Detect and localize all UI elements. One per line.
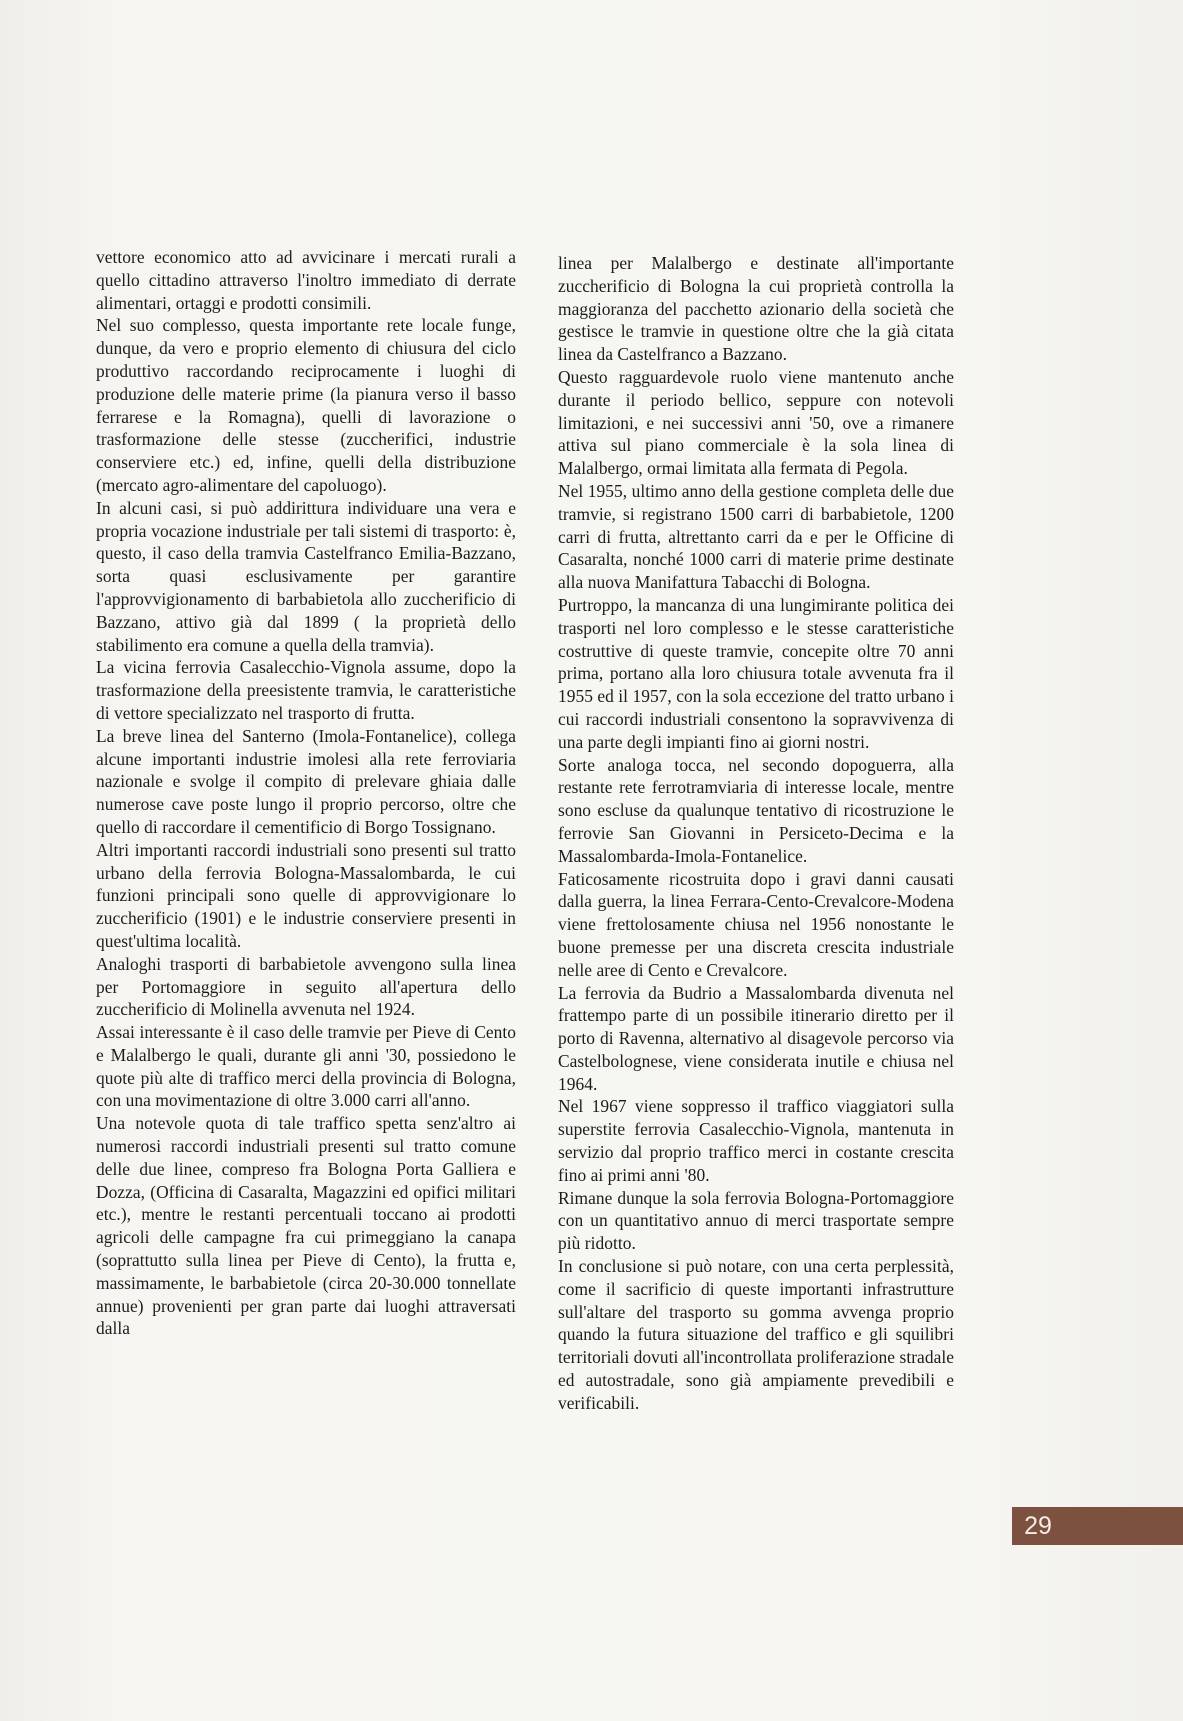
text-column-left [96,246,516,1340]
paragraph: Assai interessante è il caso delle tramvie per Pieve di Cento e Malalbergo le quali, durante gli anni '30, possiedono le quote più alte di traffico merci della provincia di Bologna, con una movimentazione di oltre 3.000 carri all'anno. [96,1022,516,1111]
paragraph: Purtroppo, la mancanza di una lungimirante politica dei trasporti nel loro complesso e le stesse caratteristiche costruttive di queste tramvie, concepite oltre 70 anni prima, portano alla loro chiusura totale avvenuta fra il 1955 ed il 1957, con la sola eccezione del tratto urbano i cui raccordi industriali consentono la sopravvivenza di una parte degli impianti fino ai giorni nostri. [558,594,954,752]
paragraph: La breve linea del Santerno (Imola-Fontanelice), collega alcune importanti industrie imolesi alla rete ferroviaria nazionale e svolge il compito di prelevare ghiaia dalle numerose cave poste lungo il proprio percorso, oltre che quello di raccordare il cementificio di Borgo Tossignano. [96,725,516,837]
paragraph: Questo ragguardevole ruolo viene mantenuto anche durante il periodo bellico, seppure con notevoli limitazioni, e nei successivi anni '50, ove a rimanere attiva sul piano commerciale è la sola linea di Malalbergo, ormai limitata alla fermata di Pegola. [558,366,954,479]
paragraph: La vicina ferrovia Casalecchio-Vignola assume, dopo la trasformazione della preesistente tramvia, le caratteristiche di vettore specializzato nel trasporto di frutta. [96,657,516,723]
page-number: 29 [1024,1512,1052,1540]
paragraph: In alcuni casi, si può addirittura individuare una vera e propria vocazione industriale per tali sistemi di trasporto: è, questo, il caso della tramvia Castelfranco Emilia-Bazzano, sorta quasi esclusivamente per garantire l'approvvigionamento di barbabietola allo zuccherificio di Bazzano, attivo già dal 1899 ( la proprietà dello stabilimento era comune a quella della tramvia). [96,497,516,655]
paragraph: Nel suo complesso, questa importante rete locale funge, dunque, da vero e proprio elemento di chiusura del ciclo produttivo raccordando reciprocamente i luoghi di produzione delle materie prime (la pianura verso il basso ferrarese e la Romagna), quelli di lavorazione o trasformazione delle stesse (zuccherifici, industrie conserviere etc.) ed, infine, quelli della distribuzione (mercato agro-alimentare del capoluogo). [96,315,516,495]
paragraph: Faticosamente ricostruita dopo i gravi danni causati dalla guerra, la linea Ferrara-Cento-Crevalcore-Modena viene frettolosamente chiusa nel 1956 nonostante le buone premesse per una discreta crescita industriale nelle aree di Cento e Crevalcore. [558,868,954,980]
paragraph: Nel 1955, ultimo anno della gestione completa delle due tramvie, si registrano 1500 carri di barbabietole, 1200 carri di frutta, altrettanto carri da e per le Officine di Casaralta, nonché 1000 carri di materie prime destinate alla nuova Manifattura Tabacchi di Bologna. [558,480,954,593]
paragraph: Nel 1967 viene soppresso il traffico viaggiatori sulla superstite ferrovia Casalecchio-Vignola, mantenuta in servizio dal proprio traffico merci in costante crescita fino ai primi anni '80. [558,1096,954,1185]
paragraph: Analoghi trasporti di barbabietole avvengono sulla linea per Portomaggiore in seguito all'apertura dello zuccherificio di Molinella avvenuta nel 1924. [96,953,516,1020]
paragraph: vettore economico atto ad avvicinare i mercati rurali a quello cittadino attraverso l'inoltro immediato di derrate alimentari, ortaggi e prodotti consimili. [96,247,516,313]
paragraph: Sorte analoga tocca, nel secondo dopoguerra, alla restante rete ferrotramviaria di interesse locale, mentre sono escluse da qualunque tentativo di ricostruzione le ferrovie San Giovanni in Persiceto-Decima e la Massalombarda-Imola-Fontanelice. [558,754,954,866]
paragraph: Rimane dunque la sola ferrovia Bologna-Portomaggiore con un quantitativo annuo di merci trasportate sempre più ridotto. [558,1187,954,1254]
text-column-right [558,252,954,1415]
paragraph: In conclusione si può notare, con una certa perplessità, come il sacrificio di queste importanti infrastrutture sull'altare del trasporto su gomma avvenga proprio quando la futura situazione del traffico e gli squilibri territoriali dovuti all'incontrollata proliferazione stradale ed autostradale, sono già ampiamente prevedibili e verificabili. [558,1256,954,1413]
paragraph: linea per Malalbergo e destinate all'importante zuccherificio di Bologna la cui proprietà controlla la maggioranza del pacchetto azionario della società che gestisce le tramvie in questione oltre che la già citata linea da Castelfranco a Bazzano. [558,253,954,365]
paragraph: Una notevole quota di tale traffico spetta senz'altro ai numerosi raccordi industriali presenti sul tratto comune delle due linee, compreso fra Bologna Porta Galliera e Dozza, (Officina di Casaralta, Magazzini ed opifici militari etc.), mentre le restanti percentuali toccano ai prodotti agricoli delle campagne fra cui primeggiano la canapa (soprattutto sulla linea per Pieve di Cento), la frutta e, massimamente, le barbabietole (circa 20-30.000 tonnellate annue) provenienti per gran parte dai luoghi attraversati dalla [96,1113,516,1339]
paragraph: La ferrovia da Budrio a Massalombarda divenuta nel frattempo parte di un possibile itinerario diretto per il porto di Ravenna, alternativo al disagevole percorso via Castelbolognese, viene considerata inutile e chiusa nel 1964. [558,982,954,1094]
paragraph: Altri importanti raccordi industriali sono presenti sul tratto urbano della ferrovia Bologna-Massalombarda, le cui funzioni principali sono quelle di approvvigionare lo zuccherificio (1901) e le industrie conserviere presenti in quest'ultima località. [96,839,516,951]
